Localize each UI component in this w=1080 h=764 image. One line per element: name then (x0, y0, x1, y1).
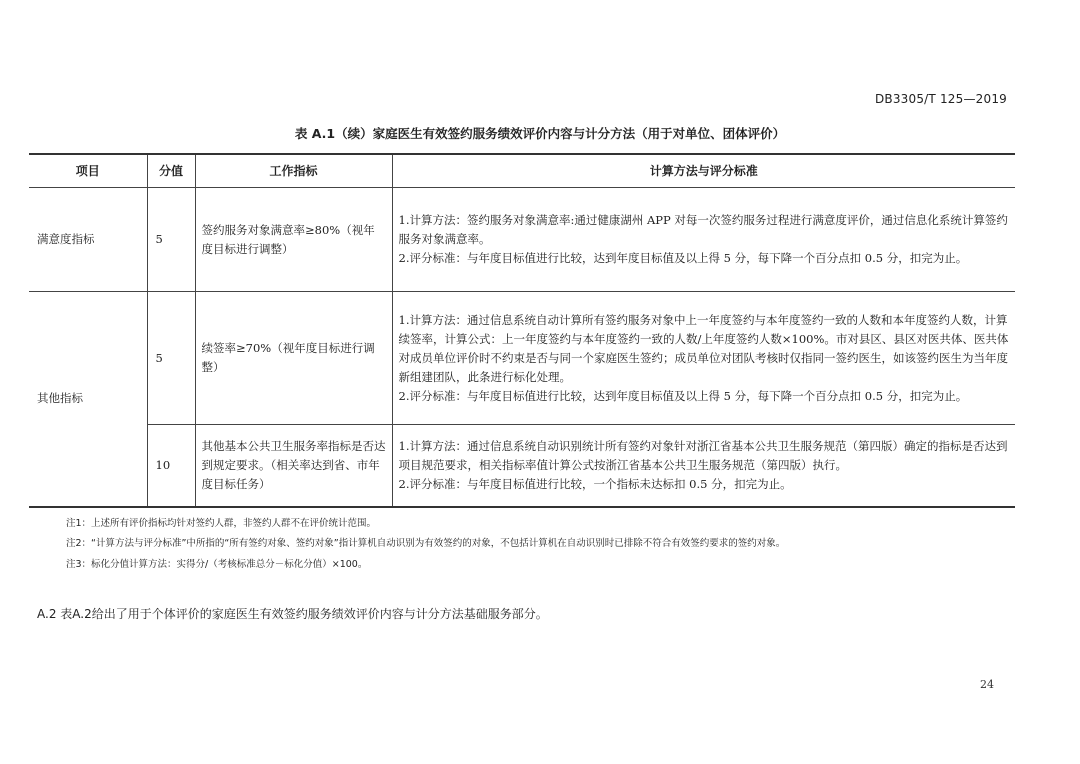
page-number: 24 (980, 678, 994, 691)
row-method-cell (392, 188, 1015, 292)
column-header-score: 分值 (147, 154, 195, 188)
method-line: 1.计算方法：签约服务对象满意率:通过健康湖州 APP 对每一次签约服务过程进行满意度评价，通过信息化系统计算签约服务对象满意率。 (398, 213, 1008, 246)
table-header-row (29, 154, 1015, 188)
row-indicator-cell: 续签率≥70%（视年度目标进行调整） (195, 292, 392, 425)
row-score-cell: 5 (147, 292, 195, 425)
method-line: 2.评分标准：与年度目标值进行比较，达到年度目标值及以上得 5 分，每下降一个百分点扣 0.5 分，扣完为止。 (398, 251, 968, 265)
table-row (29, 292, 1015, 425)
row-indicator-cell: 签约服务对象满意率≥80%（视年度目标进行调整） (195, 188, 392, 292)
column-header-item: 项目 (29, 154, 147, 188)
column-header-method: 计算方法与评分标准 (392, 154, 1015, 188)
table-note: 注1：上述所有评价指标均针对签约人群，非签约人群不在评价统计范围。 (66, 518, 377, 529)
method-line: 2.评分标准：与年度目标值进行比较，一个指标未达标扣 0.5 分，扣完为止。 (398, 476, 792, 491)
table-note: 注3：标化分值计算方法：实得分/（考核标准总分－标化分值）×100。 (66, 559, 368, 570)
row-method-cell (392, 292, 1015, 425)
column-header-indicator: 工作指标 (195, 154, 392, 188)
table-title: 表 A.1（续）家庭医生有效签约服务绩效评价内容与计分方法（用于对单位、团体评价） (294, 126, 786, 141)
section-paragraph: A.2 表A.2给出了用于个体评价的家庭医生有效签约服务绩效评价内容与计分方法基础服务部分。 (37, 607, 548, 621)
table-row (29, 425, 1015, 507)
row-score-cell: 5 (147, 188, 195, 292)
row-indicator-cell: 其他基本公共卫生服务率指标是否达到规定要求。（相关率达到省、市年度目标任务） (195, 425, 392, 507)
table-row (29, 188, 1015, 292)
evaluation-table (29, 153, 1015, 508)
row-score-cell: 10 (147, 425, 195, 507)
method-line: 1.计算方法：通过信息系统自动计算所有签约服务对象中上一年度签约与本年度签约一致的人数和本年度签约人数，计算续签率，计算公式：上一年度签约与本年度签约一致的人数/上年度签约人数×100%。市对县区、县区对医共体、医共体对成员单位评价时不约束是否与同一个家庭医生签约；成员单位对团队考核时仅指同一签约医生，如该签约医生为当年度新组建团队，此条进行标化处理。 (398, 312, 1009, 384)
row-method-cell (392, 425, 1015, 507)
document-code: DB3305/T 125—2019 (874, 92, 1007, 106)
row-item-cell: 满意度指标 (29, 188, 147, 292)
row-item-cell: 其他指标 (29, 292, 147, 507)
method-line: 2.评分标准：与年度目标值进行比较，达到年度目标值及以上得 5 分，每下降一个百分点扣 0.5 分，扣完为止。 (398, 388, 968, 403)
table-note: 注2：“计算方法与评分标准”中所指的“所有签约对象、签约对象”指计算机自动识别为有效签约的对象，不包括计算机在自动识别时已排除不符合有效签约要求的签约对象。 (66, 538, 786, 549)
method-line: 1.计算方法：通过信息系统自动识别统计所有签约对象针对浙江省基本公共卫生服务规范（第四版）确定的指标是否达到项目规范要求，相关指标率值计算公式按浙江省基本公共卫生服务规范（第四版）执行。 (398, 438, 1008, 472)
